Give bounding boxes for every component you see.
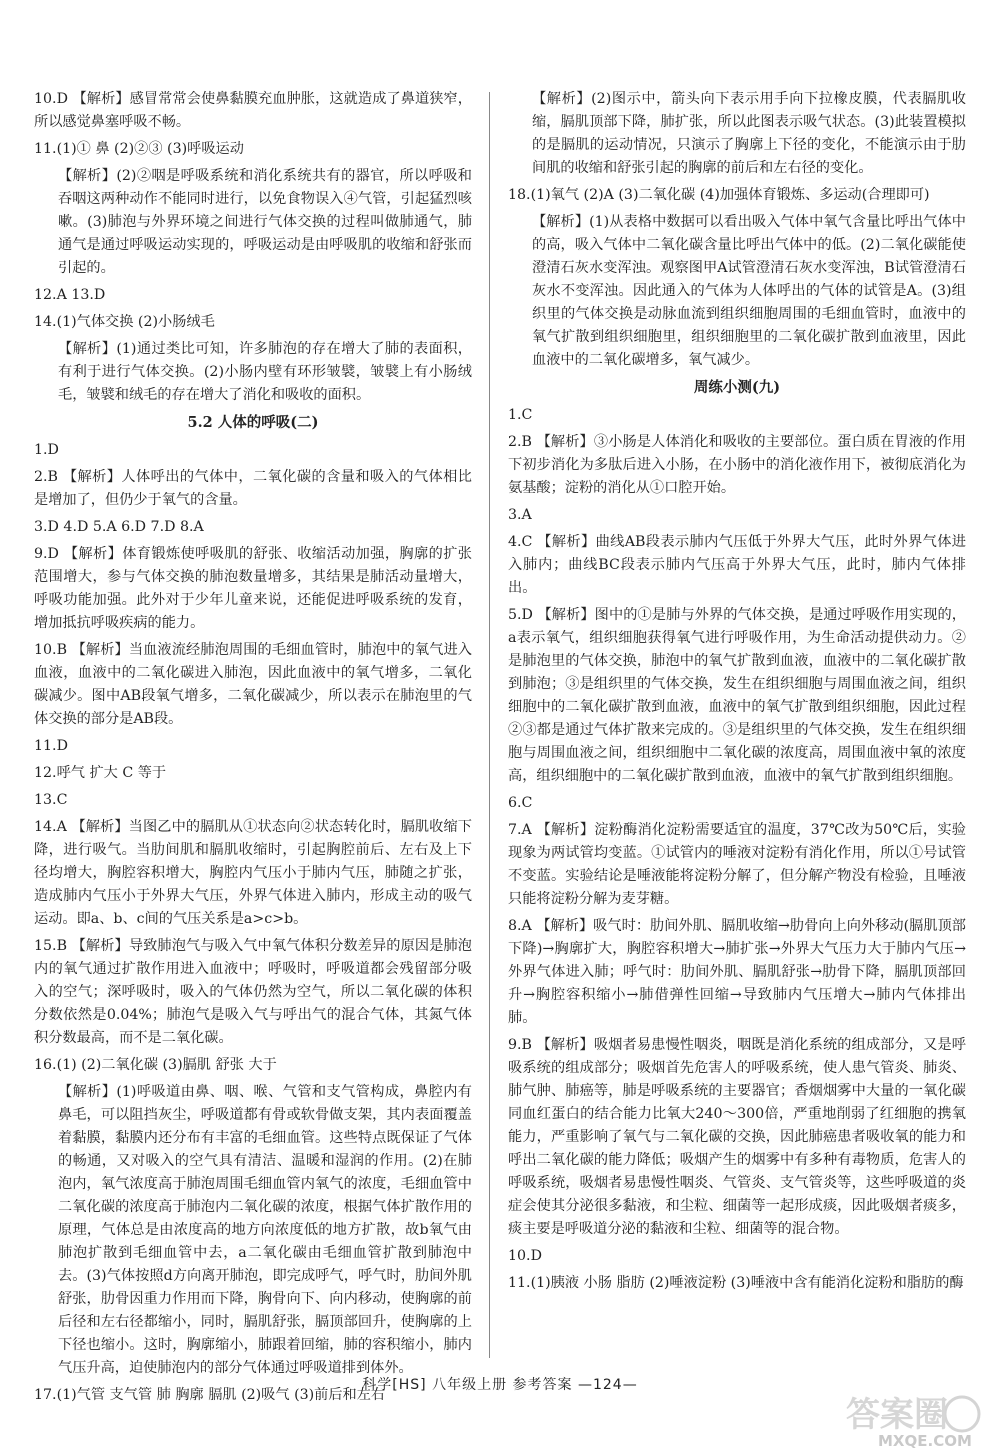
answer-item: 16.(1) (2)二氧化碳 (3)膈肌 舒张 大于 [34, 1057, 277, 1073]
answer-item: 11.(1)胰液 小肠 脂肪 (2)唾液淀粉 (3)唾液中含有能消化淀粉和脂肪的酶 [508, 1275, 964, 1291]
answer-item: 14.A 【解析】当图乙中的膈肌从①状态向②状态转化时，膈肌收缩下降，进行吸气。当肋间肌和膈肌收缩时，引起胸腔前后、左右及上下径均增大，胸腔容积增大，胸腔内气压小于肺内气压，肺随之扩张，造成肺内气压小于外界大气压，外界气体进入肺内，形成主动的吸气运动。即a、b、c间的气压关系是a>c>b。 [34, 819, 472, 927]
answer-item: 11.D [34, 738, 68, 754]
answer-item: 1.D [34, 442, 59, 458]
analysis-paragraph: 【解析】(1)呼吸道由鼻、咽、喉、气管和支气管构成，鼻腔内有鼻毛，可以阻挡灰尘，呼吸道都有骨或软骨做支架，其内表面覆盖着黏膜，黏膜内还分布有丰富的毛细血管。这些特点既保证了气体的畅通，又对吸入的空气具有清洁、温暖和湿润的作用。(2)在肺泡内，氧气浓度高于肺泡周围毛细血管内氧气的浓度，毛细血管中二氧化碳的浓度高于肺泡内二氧化碳的浓度，根据气体扩散作用的原理，气体总是由浓度高的地方向浓度低的地方扩散，故b氧气由肺泡扩散到毛细血管中去，a二氧化碳由毛细血管扩散到肺泡中去。(3)气体按照d方向离开肺泡，即完成呼气，呼气时，肋间外肌舒张，肋骨因重力作用而下降，胸骨向下、向内移动，使胸廓的前后径和左右径都缩小，同时，膈肌舒张，膈顶部回升，使胸廓的上下径也缩小。这时，胸廓缩小，肺跟着回缩，肺的容积缩小，肺内气压升高，迫使肺泡内的部分气体通过呼吸道排到体外。 [58, 1084, 472, 1376]
answer-item: 3.D 4.D 5.A 6.D 7.D 8.A [34, 519, 204, 535]
answer-item: 10.D 【解析】感冒常常会使鼻黏膜充血肿胀，这就造成了鼻道狭窄，所以感觉鼻塞呼吸不畅。 [34, 91, 472, 130]
answer-item: 6.C [508, 795, 533, 811]
answer-item: 10.B 【解析】当血液流经肺泡周围的毛细血管时，肺泡中的氧气进入血液，血液中的二氧化碳进入肺泡，因此血液中的氧气增多，二氧化碳减少。图中AB段氧气增多，二氧化碳减少，所以表示在肺泡里的气体交换的部分是AB段。 [34, 642, 472, 727]
answer-item: 17.(1)气管 支气管 肺 胸廓 膈肌 (2)吸气 (3)前后和左右 [34, 1387, 386, 1403]
section-title: 周练小测(九) [693, 379, 781, 396]
left-column [34, 88, 472, 1411]
page-footer: 科学[HS] 八年级上册 参考答案 —124— [362, 1377, 638, 1393]
answer-item: 11.(1)① 鼻 (2)②③ (3)呼吸运动 [34, 141, 244, 157]
watermark-text: 答案圈 [846, 1395, 948, 1435]
answer-item: 15.B 【解析】导致肺泡气与吸入气中氧气体积分数差异的原因是肺泡内的氧气通过扩散作用进入血液中；呼吸时，呼吸道都会残留部分吸入的空气；深呼吸时，吸入的气体仍然为空气，所以二氧化碳的体积分数依然是0.04%；肺泡气是吸入气与呼出气的混合气体，其氮气体积分数最高，而不是二氧化碳。 [34, 938, 472, 1046]
watermark-url: MXQE.COM [878, 1432, 972, 1450]
analysis-paragraph: 【解析】(1)从表格中数据可以看出吸入气体中氧气含量比呼出气体中的高，吸入气体中二氧化碳含量比呼出气体中的低。(2)二氧化碳能使澄清石灰水变浑浊。观察图甲A试管澄清石灰水变浑浊，B试管澄清石灰水不变浑浊。因此通入的气体为人体呼出的气体的试管是A。(3)组织里的气体交换是动脉血流到组织细胞周围的毛细血管时，血液中的氧气扩散到组织细胞里，组织细胞里的二氧化碳扩散到血液里，因此血液中的二氧化碳增多，氧气减少。 [532, 214, 966, 368]
section-title: 5.2 人体的呼吸(二) [187, 414, 319, 431]
answer-item: 8.A 【解析】吸气时：肋间外肌、膈肌收缩→肋骨向上向外移动(膈肌顶部下降)→胸廓扩大，胸腔容积增大→肺扩张→外界大气压力大于肺内气压→外界气体进入肺；呼气时：肋间外肌、膈肌舒张→肋骨下降，膈肌顶部回升→胸腔容积缩小→肺借弹性回缩→导致肺内气压增大→肺内气体排出肺。 [508, 918, 966, 1026]
watermark-logo [842, 1392, 990, 1450]
right-column [508, 88, 966, 1299]
answer-item: 1.C [508, 407, 533, 423]
answer-item: 9.B 【解析】吸烟者易患慢性咽炎，咽既是消化系统的组成部分，又是呼吸系统的组成部分；吸烟首先危害人的呼吸系统，使人患气管炎、肺炎、肺气肿、肺癌等，肺是呼吸系统的主要器官；香烟烟雾中大量的一氧化碳同血红蛋白的结合能力比氧大240～300倍，严重地削弱了红细胞的携氧能力，严重影响了氧气与二氧化碳的交换，因此肺癌患者吸收氧的能力和呼出二氧化碳的能力降低；吸烟产生的烟雾中有多种有毒物质，危害人的呼吸系统，吸烟者易患慢性咽炎、气管炎、支气管炎等，这些呼吸道的炎症会使其分泌很多黏液，和尘粒、细菌等一起形成痰，因此吸烟者痰多，痰主要是呼吸道分泌的黏液和尘粒、细菌等的混合物。 [508, 1037, 966, 1237]
answer-item: 12.A 13.D [34, 287, 106, 303]
answer-item: 7.A 【解析】淀粉酶消化淀粉需要适宜的温度，37℃改为50℃后，实验现象为两试管均变蓝。①试管内的唾液对淀粉有消化作用，所以①号试管不变蓝。实验结论是唾液能将淀粉分解了，但分解产物没有检验，且唾液只能将淀粉分解为麦芽糖。 [508, 822, 966, 907]
answer-item: 5.D 【解析】图中的①是肺与外界的气体交换，是通过呼吸作用实现的，a表示氧气，组织细胞获得氧气进行呼吸作用，为生命活动提供动力。②是肺泡里的气体交换，肺泡中的氧气扩散到血液，血液中的二氧化碳扩散到肺泡；③是组织里的气体交换，发生在组织细胞与周围血液之间，组织细胞中的二氧化碳扩散到血液，血液中的氧气扩散到组织细胞，因此过程②③都是通过气体扩散来完成的。③是组织里的气体交换，发生在组织细胞与周围血液之间，组织细胞中二氧化碳的浓度高，周围血液中氧的浓度高，组织细胞中的二氧化碳扩散到血液，血液中的氧气扩散到组织细胞。 [508, 607, 966, 784]
analysis-paragraph: 【解析】(2)图示中，箭头向下表示用手向下拉橡皮膜，代表膈肌收缩，膈肌顶部下降，肺扩张，所以此图表示吸气状态。(3)此装置模拟的是膈肌的运动情况，只演示了胸廓上下径的变化，不能演示由于肋间肌的收缩和舒张引起的胸廓的前后和左右径的变化。 [532, 91, 966, 176]
answer-item: 14.(1)气体交换 (2)小肠绒毛 [34, 314, 215, 330]
answer-item: 18.(1)氧气 (2)A (3)二氧化碳 (4)加强体育锻炼、多运动(合理即可) [508, 187, 930, 203]
column-divider [489, 92, 490, 1358]
answer-item: 2.B 【解析】人体呼出的气体中，二氧化碳的含量和吸入的气体相比是增加了，但仍少于氧气的含量。 [34, 469, 472, 508]
answer-item: 10.D [508, 1248, 542, 1264]
answer-item: 4.C 【解析】曲线AB段表示肺内气压低于外界大气压，此时外界气体进入肺内；曲线BC段表示肺内气压高于外界大气压，此时，肺内气体排出。 [508, 534, 966, 596]
analysis-paragraph: 【解析】(1)通过类比可知，许多肺泡的存在增大了肺的表面积，有利于进行气体交换。(2)小肠内壁有环形皱襞，皱襞上有小肠绒毛，皱襞和绒毛的存在增大了消化和吸收的面积。 [58, 341, 472, 403]
answer-item: 2.B 【解析】③小肠是人体消化和吸收的主要部位。蛋白质在胃液的作用下初步消化为多肽后进入小肠，在小肠中的消化液作用下，被彻底消化为氨基酸；淀粉的消化从①口腔开始。 [508, 434, 966, 496]
answer-item: 3.A [508, 507, 532, 523]
answer-item: 9.D 【解析】体育锻炼使呼吸肌的舒张、收缩活动加强，胸廓的扩张范围增大，参与气体交换的肺泡数量增多，其结果是肺活动量增大，呼吸功能加强。此外对于少年儿童来说，还能促进呼吸系统的发育，增加抵抗呼吸疾病的能力。 [34, 546, 472, 631]
answer-item: 12.呼气 扩大 C 等于 [34, 765, 167, 781]
answer-item: 13.C [34, 792, 68, 808]
analysis-paragraph: 【解析】(2)②咽是呼吸系统和消化系统共有的器官，所以呼吸和吞咽这两种动作不能同时进行，以免食物误入④气管，引起猛烈咳嗽。(3)肺泡与外界环境之间进行气体交换的过程叫做肺通气，肺通气是通过呼吸运动实现的，呼吸运动是由呼吸肌的收缩和舒张而引起的。 [58, 168, 472, 276]
